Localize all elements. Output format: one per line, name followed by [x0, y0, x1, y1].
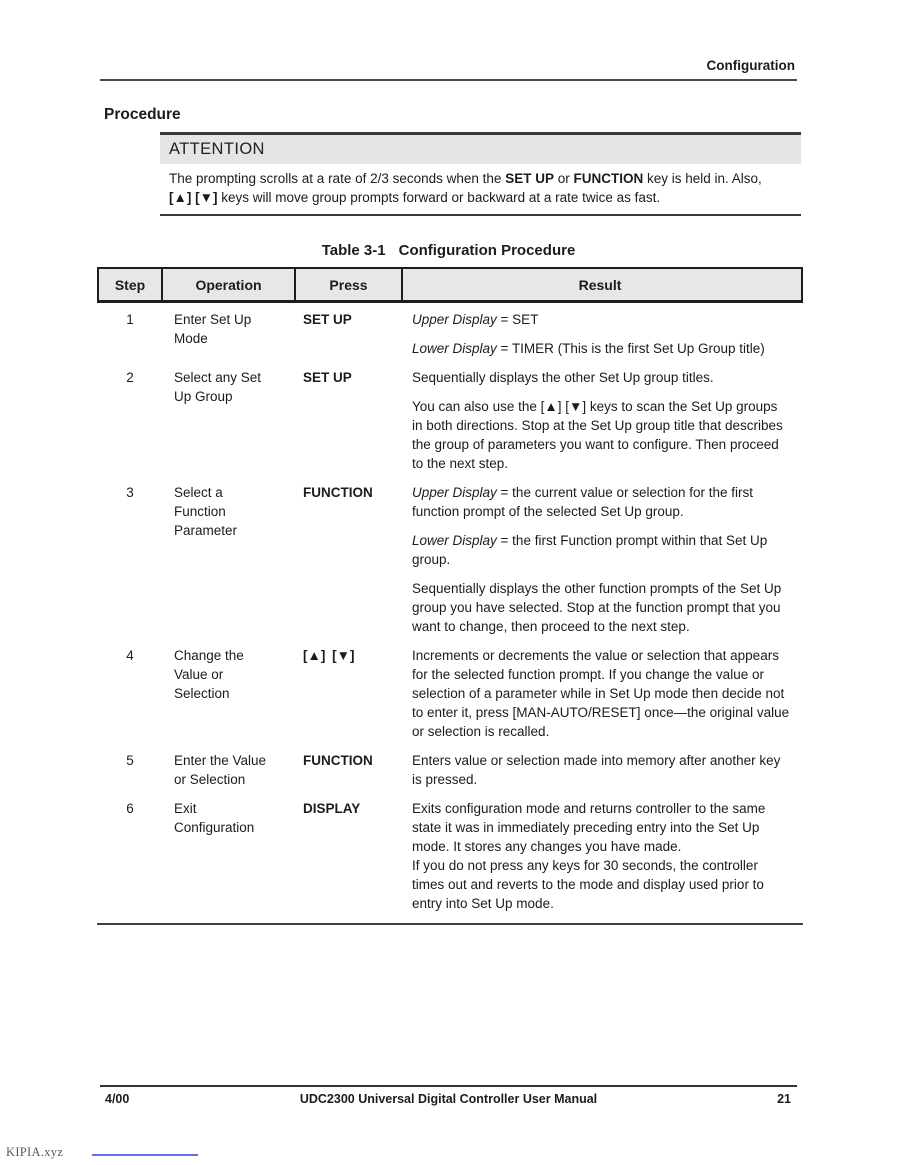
watermark-text: KIPIA.xyz: [6, 1145, 64, 1159]
step-cell: 5: [126, 753, 134, 768]
press-cell: DISPLAY: [303, 801, 361, 816]
press-cell: SET UP: [303, 312, 352, 327]
footer-manual-title: UDC2300 Universal Digital Controller User Manual: [299, 1092, 598, 1106]
table-bottom-rule: [97, 923, 803, 925]
press-cell: SET UP: [303, 370, 352, 385]
press-cell: FUNCTION: [303, 485, 373, 500]
press-cell: FUNCTION: [303, 753, 373, 768]
page-footer: [100, 1092, 797, 1106]
result-paragraph: [412, 751, 791, 789]
result-paragraph: [412, 646, 791, 741]
result-cell: [407, 799, 803, 913]
table-row: [97, 483, 803, 636]
header-rule: [100, 79, 797, 81]
step-cell: 6: [126, 801, 134, 816]
operation-cell: Enter Set Up Mode: [174, 312, 252, 346]
section-title: Procedure: [104, 106, 181, 123]
result-paragraph: [412, 339, 791, 358]
text-segment: = the current value or selection for the first function prompt of the selected Set Up group.: [412, 485, 754, 519]
result-cell: [407, 751, 803, 789]
text-segment: FUNCTION: [573, 171, 644, 186]
text-segment: = SET: [496, 312, 539, 327]
column-header-press: Press: [296, 269, 403, 300]
result-cell: [407, 368, 803, 473]
text-segment: keys will move group prompts forward or backward at a rate twice as fast.: [217, 190, 661, 205]
result-cell: [407, 483, 803, 636]
step-cell: 1: [126, 312, 134, 327]
result-paragraph: [412, 483, 791, 521]
footer-date: 4/00: [105, 1092, 130, 1106]
table-row: [97, 310, 803, 358]
text-segment: Upper Display: [412, 312, 497, 327]
result-paragraph: [412, 579, 791, 636]
result-paragraph: [412, 799, 791, 856]
table-body: [97, 303, 803, 913]
table-row: [97, 368, 803, 473]
step-cell: 3: [126, 485, 134, 500]
table-number: Table 3-1: [321, 242, 386, 259]
press-cell: [▲] [▼]: [303, 648, 355, 663]
operation-cell: Select any Set Up Group: [174, 370, 262, 404]
text-segment: Lower Display: [412, 533, 497, 548]
footer-rule: [100, 1085, 797, 1087]
table-row: [97, 646, 803, 741]
link-underline[interactable]: [92, 1154, 198, 1156]
result-paragraph: [412, 856, 791, 913]
attention-text: [169, 169, 785, 207]
text-segment: Exits configuration mode and returns controller to the same state it was in immediately preceding entry into the Set Up mode. It stores any changes you have made.: [412, 801, 766, 854]
result-paragraph: [412, 531, 791, 569]
table-row: [97, 751, 803, 789]
result-paragraph: [412, 397, 791, 473]
text-segment: Increments or decrements the value or selection that appears for the selected function prompt. If you change the value or selection of a parameter while in Set Up mode then decide not to enter it, press [MAN-AUTO/RESET] once—the original value or selection is recalled.: [412, 648, 790, 739]
text-segment: Sequentially displays the other function prompts of the Set Up group you have selected. Stop at the function prompt that you want to change, then proceed to the next step.: [412, 581, 782, 634]
table-header-row: [97, 267, 803, 303]
configuration-table: [97, 267, 803, 925]
column-header-step: Step: [99, 269, 163, 300]
result-paragraph: [412, 310, 791, 329]
operation-cell: Enter the Value or Selection: [174, 753, 267, 787]
result-cell: [407, 310, 803, 358]
text-segment: Lower Display: [412, 341, 497, 356]
operation-cell: Exit Configuration: [174, 801, 255, 835]
table-title: [100, 242, 797, 259]
attention-box: [160, 132, 801, 216]
text-segment: If you do not press any keys for 30 seconds, the controller times out and reverts to the mode and display used prior to entry into Set Up mode.: [412, 858, 764, 911]
text-segment: [▲] [▼]: [169, 190, 218, 205]
attention-title: ATTENTION: [160, 135, 801, 164]
text-segment: = TIMER (This is the first Set Up Group title): [496, 341, 765, 356]
text-segment: Enters value or selection made into memory after another key is pressed.: [412, 753, 781, 787]
footer-page-number: 21: [777, 1092, 791, 1106]
step-cell: 2: [126, 370, 134, 385]
column-header-result: Result: [578, 276, 622, 293]
text-segment: = the first Function prompt within that Set Up group.: [412, 533, 768, 567]
result-cell: [407, 646, 803, 741]
text-segment: You can also use the [▲] [▼] keys to scan the Set Up groups in both directions. Stop at the Set Up group title that describes the group of parameters you want to configure. Then proceed to the next step.: [412, 399, 783, 471]
text-segment: Upper Display: [412, 485, 497, 500]
table-row: [97, 799, 803, 913]
operation-cell: Change the Value or Selection: [174, 648, 244, 701]
operation-cell: Select a Function Parameter: [174, 485, 238, 538]
text-segment: The prompting scrolls at a rate of 2/3 seconds when the: [169, 171, 506, 186]
text-segment: Sequentially displays the other Set Up group titles.: [412, 370, 714, 385]
text-segment: key is held in. Also,: [643, 171, 762, 186]
text-segment: SET UP: [505, 171, 554, 186]
column-header-operation: Operation: [163, 269, 296, 300]
table-caption: Configuration Procedure: [398, 242, 576, 259]
step-cell: 4: [126, 648, 134, 663]
result-paragraph: [412, 368, 791, 387]
text-segment: or: [553, 171, 574, 186]
running-header: Configuration: [706, 58, 795, 73]
